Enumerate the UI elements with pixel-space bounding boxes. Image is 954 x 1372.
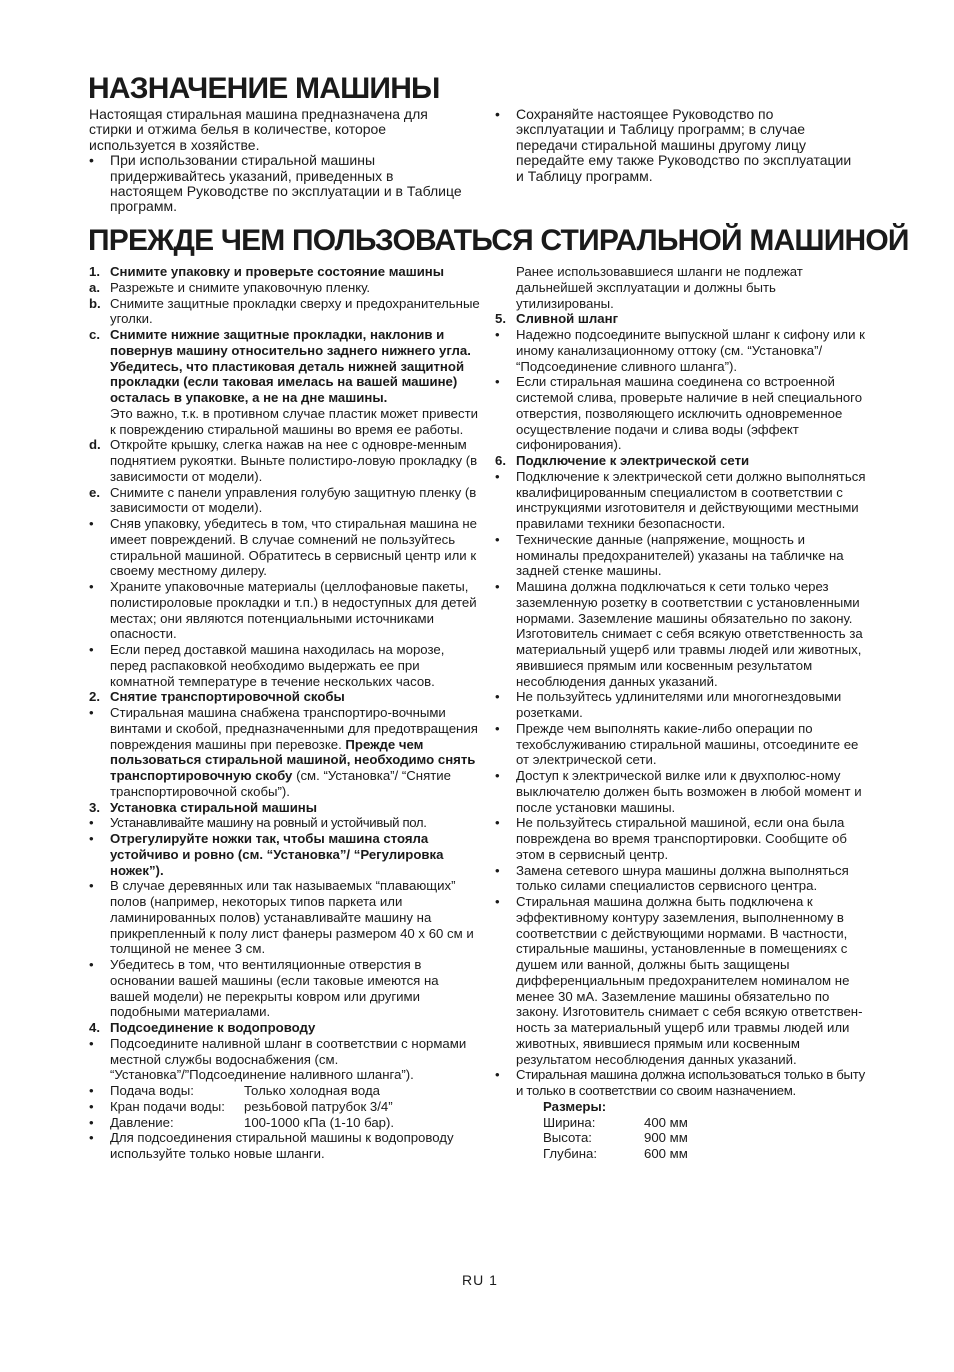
list-item <box>495 815 867 862</box>
height-row <box>543 1130 867 1146</box>
list-item-text: Стиральная машина должна быть подключена к эффективному контуру заземления, выполненному в соответствии с действующими нормами. В частности, стиральные машины, установленные в помещениях с душем или ванной, должны быть защищены дифференциальным предохранителем номиналом не менее 30 мА. Заземление машины обязательно по закону. Изготовитель снимает с себя всякую ответствен-ность за материальный ущерб или травмы людей или животных, явившиеся прямым или косвенным результатом несоблюдения данных указаний. <box>516 894 863 1067</box>
water-supply-value: Только холодная вода <box>244 1083 380 1098</box>
bullet-icon: • <box>495 815 500 831</box>
list-item <box>495 721 867 768</box>
continued-text-body: Ранее использовавшиеся шланги не подлежат дальнейшей эксплуатации и должны быть утилизированы. <box>516 264 803 311</box>
step-letter: a. <box>89 279 100 295</box>
list-item-text: Если стиральная машина соединена со встроенной системой слива, проверьте наличие в ней специального отверстия, позволяющего исключить одновременное осуществление подачи и слива воды (эффект сифонирования). <box>516 374 863 453</box>
bullet-icon: • <box>495 106 500 122</box>
section-number: 4. <box>89 1020 100 1035</box>
width-label: Ширина: <box>543 1114 596 1130</box>
step-note: Это важно, т.к. в противном случае пластик может привести к повреждению стиральной машины во время ее работы. <box>110 405 479 437</box>
section-number: 5. <box>495 311 506 327</box>
list-item <box>89 705 481 800</box>
bullet-icon: • <box>89 957 94 972</box>
list-item <box>89 1036 481 1083</box>
list-item-text: Сняв упаковку, убедитесь в том, что стиральная машина не имеет повреждений. В случае сомнений не пользуйтесь стиральной машиной. Обратитесь в сервисный центр или к своему местному дилеру. <box>110 516 478 579</box>
bullet-icon: • <box>89 152 94 169</box>
list-item-text: Замена сетевого шнура машины должна выполняться только силами специалистов сервисного центра. <box>516 862 849 894</box>
bullet-icon: • <box>495 327 500 342</box>
section-1-heading <box>89 264 481 280</box>
section-2-title: Снятие транспортировочной скобы <box>110 689 345 705</box>
bullet-icon: • <box>495 579 500 594</box>
intro-left-column <box>89 107 469 215</box>
dimensions-title: Размеры: <box>543 1098 607 1114</box>
intro-bullet-text: При использовании стиральной машины придерживайтесь указаний, приведенных в настоящем Руководстве по эксплуатации и в Таблице программ. <box>110 152 462 215</box>
section-4-title: Подсоединение к водопроводу <box>110 1020 316 1035</box>
list-item <box>495 532 867 579</box>
water-supply-label: Подача воды: <box>110 1083 194 1098</box>
list-item <box>89 878 481 957</box>
step-a <box>89 280 481 296</box>
bullet-icon: • <box>89 1130 94 1146</box>
bullet-icon: • <box>495 689 500 705</box>
list-item-text: (см. “Установка”/ “Снятие транспортировочной скобы”). <box>110 768 451 799</box>
list-item-text: В случае деревянных или так называемых “плавающих” полов (например, некоторых типов паркета или ламинированных полов) устанавливайте машину на прикрепленный к полу лист фанеры размером 40 x 60 см и толщиной не менее 3 см. <box>110 878 474 957</box>
bullet-icon: • <box>495 768 500 783</box>
step-letter: b. <box>89 295 101 311</box>
bullet-icon: • <box>89 705 94 720</box>
step-letter: d. <box>89 437 101 453</box>
list-item <box>89 831 481 878</box>
pressure-label: Давление: <box>110 1114 174 1130</box>
section-4-heading <box>89 1020 481 1036</box>
bullet-icon: • <box>495 862 500 878</box>
water-tap-value: резьбовой патрубок 3/4” <box>244 1098 393 1114</box>
step-e <box>89 485 481 517</box>
bullet-icon: • <box>89 516 94 531</box>
step-text: Снимите с панели управления голубую защитную пленку (в зависимости от модели). <box>110 484 477 516</box>
intro-bullet-text: Сохраняйте настоящее Руководство по эксплуатации и Таблицу программ; в случае передачи стиральной машины другому лицу передайте ему также Руководство по эксплуатации и Таблицу программ. <box>516 106 852 184</box>
list-item <box>495 579 867 689</box>
list-item-text-bold: Прежде чем пользоваться стиральной машиной, необходимо снять транспортировочную скобу <box>110 736 476 783</box>
bullet-icon: • <box>495 468 500 484</box>
list-item <box>495 863 867 895</box>
water-tap-label: Кран подачи воды: <box>110 1098 225 1114</box>
list-item-text: Доступ к электрической вилке или к двухполюс-ному выключателю должен быть возможен в любой момент и после установки машины. <box>516 768 862 815</box>
bullet-icon: • <box>89 579 94 594</box>
list-item-text: Подсоедините наливной шланг в соответствии с нормами местной службы водоснабжения (см. “Установка”/”Подсоединение наливного шланга”). <box>110 1035 467 1083</box>
main-left-column <box>89 264 481 1162</box>
bullet-icon: • <box>89 1114 94 1130</box>
list-item-text-bold: Отрегулируйте ножки так, чтобы машина стояла устойчиво и ровно (см. “Установка”/ “Регулировка ножек”). <box>110 831 444 878</box>
list-item <box>495 1067 867 1099</box>
section-number: 3. <box>89 799 100 815</box>
step-b <box>89 296 481 328</box>
bullet-icon: • <box>495 720 500 736</box>
section-3-heading <box>89 800 481 816</box>
bullet-icon: • <box>89 831 94 846</box>
height-label: Высота: <box>543 1130 592 1146</box>
pressure-row <box>89 1115 481 1131</box>
section-number: 6. <box>495 453 506 468</box>
list-item-text: Надежно подсоедините выпускной шланг к сифону или к иному канализационному оттоку (см. “Установка”/ “Подсоединение сливного шланга”). <box>516 327 865 374</box>
list-item <box>89 957 481 1020</box>
main-right-column <box>495 264 867 1162</box>
bullet-icon: • <box>89 1083 94 1098</box>
depth-value: 600 мм <box>644 1146 688 1161</box>
list-item-text: Не пользуйтесь стиральной машиной, если она была повреждена во время транспортировки. Сообщите об этом в сервисный центр. <box>516 815 847 862</box>
section-title-before-use: ПРЕЖДЕ ЧЕМ ПОЛЬЗОВАТЬСЯ СТИРАЛЬНОЙ МАШИНОЙ <box>88 224 909 257</box>
list-item-text: Не пользуйтесь удлинителями или многогнездовыми розетками. <box>516 689 842 720</box>
list-item <box>495 469 867 532</box>
list-item <box>89 815 481 831</box>
bullet-icon: • <box>89 878 94 894</box>
list-item-text: Убедитесь в том, что вентиляционные отверстия в основании вашей машины (если таковые имеются на вашей модели) не перекрыты ковром или другими подобными материалами. <box>110 957 439 1020</box>
dimensions-block <box>495 1099 867 1162</box>
step-c <box>89 327 481 437</box>
section-title-purpose: НАЗНАЧЕНИЕ МАШИНЫ <box>88 72 440 105</box>
section-number: 2. <box>89 689 100 705</box>
step-letter: c. <box>89 327 100 342</box>
bullet-icon: • <box>495 374 500 390</box>
intro-bullet <box>89 153 469 215</box>
section-5-heading <box>495 311 867 327</box>
list-item <box>495 894 867 1067</box>
list-item <box>89 579 481 642</box>
section-number: 1. <box>89 264 100 279</box>
list-item <box>89 516 481 579</box>
list-item-text: Прежде чем выполнять какие-либо операции по техобслуживанию стиральной машины, отсоедините ее от электрической сети. <box>516 720 859 768</box>
step-text-bold: Снимите нижние защитные прокладки, наклонив и повернув машину относительно заднего нижнего угла. Убедитесь, что пластиковая деталь нижней защитной прокладки (если таковая имелась на вашей машине) осталась в упаковке, а не на дне машины. <box>110 327 471 405</box>
step-d <box>89 437 481 484</box>
list-item-text: Стиральная машина должна использоваться только в быту и только в соответствии со своим назначением. <box>516 1067 865 1098</box>
step-text: Откройте крышку, слегка нажав на нее с одновре-менным поднятием рукоятки. Выньте полистиро-ловую прокладку (в зависимости от модели). <box>110 437 478 484</box>
continued-text <box>495 264 867 311</box>
pressure-value: 100-1000 кПа (1-10 бар). <box>244 1114 395 1130</box>
list-item-text: Устанавливайте машину на ровный и устойчивый пол. <box>110 815 427 831</box>
list-item-text: Стиральная машина снабжена транспортиро-вочными винтами и скобой, предназначенными для предотвращения повреждения машины при перевозке. <box>110 705 478 752</box>
section-2-heading <box>89 689 481 705</box>
bullet-icon: • <box>495 894 500 909</box>
section-6-title: Подключение к электрической сети <box>516 453 750 468</box>
bullet-icon: • <box>89 815 94 831</box>
intro-right-column <box>495 107 855 184</box>
bullet-icon: • <box>89 1098 94 1114</box>
height-value: 900 мм <box>644 1130 688 1146</box>
width-row <box>543 1115 867 1131</box>
list-item-text: Технические данные (напряжение, мощность и номиналы предохранителей) указаны на табличке на задней стенке машины. <box>516 531 844 579</box>
list-item <box>495 327 867 374</box>
bullet-icon: • <box>495 1067 500 1083</box>
section-5-title: Сливной шланг <box>516 311 619 327</box>
step-text: Снимите защитные прокладки сверху и предохранительные уголки. <box>110 295 480 327</box>
bullet-icon: • <box>89 1035 94 1051</box>
list-item <box>89 642 481 689</box>
list-item-text: Подключение к электрической сети должно выполняться квалифицированным специалистом в соответствии с инструкциями изготовителя и действующими местными правилами техники безопасности. <box>516 468 866 531</box>
list-item-text: Машина должна подключаться к сети только через заземленную розетку в соответствии с установленными нормами. Заземление машины обязательно по закону. Изготовитель снимает с себя всякую ответственность за материальный ущерб или травмы людей или животных, явившиеся прямым или косвенным результатом несоблюдения данных указаний. <box>516 579 863 689</box>
intro-paragraph: Настоящая стиральная машина предназначена для стирки и отжима белья в количестве, которое используется в хозяйстве. <box>89 106 428 153</box>
list-item-text: Для подсоединения стиральной машины к водопроводу используйте только новые шланги. <box>110 1130 454 1161</box>
water-supply-row <box>89 1083 481 1099</box>
bullet-icon: • <box>89 642 94 657</box>
section-6-heading <box>495 453 867 469</box>
section-3-title: Установка стиральной машины <box>110 799 318 815</box>
section-1-title: Снимите упаковку и проверьте состояние машины <box>110 264 445 279</box>
list-item-text: Если перед доставкой машина находилась на морозе, перед распаковкой необходимо выдержать ее при комнатной температуре в течение нескольких часов. <box>110 642 445 689</box>
list-item <box>89 1130 481 1162</box>
depth-row <box>543 1146 867 1162</box>
depth-label: Глубина: <box>543 1146 598 1161</box>
bullet-icon: • <box>495 531 500 547</box>
intro-bullet <box>495 107 855 184</box>
list-item-text: Храните упаковочные материалы (целлофановые пакеты, полистироловые прокладки и т.п.) в недоступных для детей местах; они являются потенциальными источниками опасности. <box>110 579 477 642</box>
list-item <box>495 689 867 721</box>
page-number: RU 1 <box>462 1272 498 1288</box>
water-tap-row <box>89 1099 481 1115</box>
width-value: 400 мм <box>644 1114 688 1130</box>
step-text: Разрежьте и снимите упаковочную пленку. <box>110 279 371 295</box>
list-item <box>495 768 867 815</box>
list-item <box>495 374 867 453</box>
step-letter: e. <box>89 484 100 500</box>
